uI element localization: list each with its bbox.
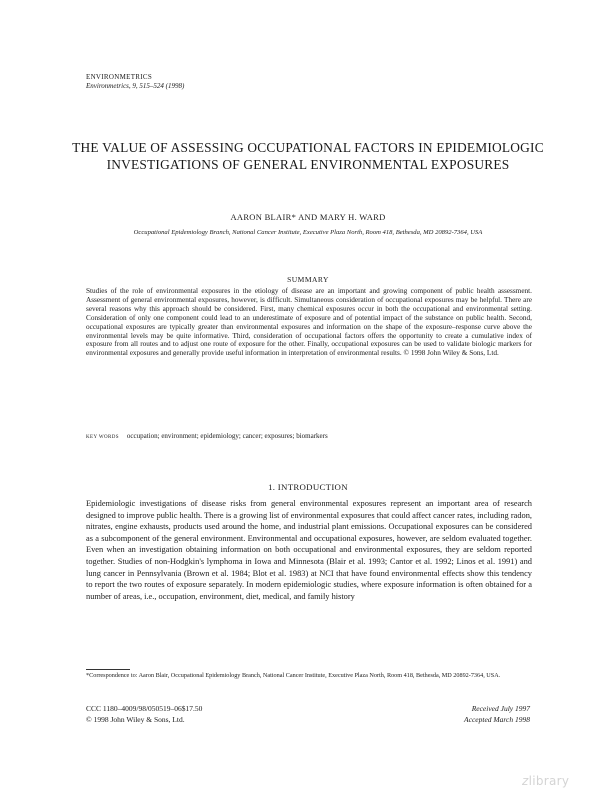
journal-name: ENVIRONMETRICS [86,73,153,81]
received-date: Received July 1997 [471,704,530,713]
introduction-text: Epidemiologic investigations of disease risks from general environmental exposures represent an important area of research designed to improve public health. There is a growing list of environmental exposures that could affect cancer rates, including radon, nitrates, engine exhausts, products used around the home, and industrial plant emissions. Occupational exposures can be considered as a subcomponent of the general environment. Environmental and occupational exposures, however, are seldom evaluated together. Even when an investigation obtaining information on both occupational and environmental exposures, they are seldom reported together. Studies of non-Hodgkin's lymphoma in Iowa and Minnesota (Blair et al. 1993; Cantor et al. 1992; Linos et al. 1991) and lung cancer in Pennsylvania (Brown et al. 1984; Blot et al. 1983) at NCI that have found environmental effects show this tendency to report the two routes of exposure separately. In modern epidemiologic studies, where exposure information is often obtained for a number of areas, i.e., occupation, environment, diet, medical, and family history [86,499,532,601]
copyright-line: © 1998 John Wiley & Sons, Ltd. [86,715,185,724]
journal-citation: Environmetrics, 9, 515–524 (1998) [86,82,185,90]
ccc-code: CCC 1180–4009/98/050519–06$17.50 [86,704,203,713]
footer-left [86,703,202,725]
section-heading-introduction: 1. INTRODUCTION [268,482,348,492]
article-authors: AARON BLAIR* AND MARY H. WARD [230,212,386,222]
accepted-date: Accepted March 1998 [464,715,530,724]
summary-text: Studies of the role of environmental exposures in the etiology of disease are an important and growing component of public health assessment. Assessment of general environmental exposures, however, is difficult. Simultaneous consideration of occupational exposures may be helpful. There are several reasons why this approach should be considered. First, many chemical exposures occur in both the occupational and environmental setting. Consideration of only one component could lead to an underestimate of exposure and of potential impact of the substance on public health. Second, occupational exposures are typically greater than environmental exposures and information on the shape of the exposure–response curve above the environmental levels may be quite informative. Third, consideration of occupational factors offers the opportunity to create a cumulative index of exposure from all routes and to adjust one route of exposure for the other. Finally, occupational exposures can be used to validate biologic markers for environmental exposures and generally provide useful information in interpretation of environmental results. © 1998 John Wiley & Sons, Ltd. [86,287,532,358]
summary-heading: SUMMARY [287,275,329,284]
article-title: THE VALUE OF ASSESSING OCCUPATIONAL FACTORS IN EPIDEMIOLOGIC INVESTIGATIONS OF GENERAL ENVIRONMENTAL EXPOSURES [72,140,544,172]
watermark-text: library [528,774,570,788]
footnote-rule [86,669,130,670]
correspondence-footnote: *Correspondence to: Aaron Blair, Occupational Epidemiology Branch, National Cancer Institute, Executive Plaza North, Room 418, Bethesda, MD 20892-7364, USA. [86,672,501,679]
watermark-z: z [522,774,529,788]
watermark [522,774,569,788]
keywords-label: KEY WORDS [86,435,119,440]
keywords [86,432,532,440]
keywords-text: occupation; environment; epidemiology; cancer; exposures; biomarkers [126,432,328,440]
footer-right [464,703,530,725]
author-affiliation: Occupational Epidemiology Branch, National Cancer Institute, Executive Plaza North, Room 418, Bethesda, MD 20892-7364, USA [133,229,483,236]
journal-header [86,73,184,91]
